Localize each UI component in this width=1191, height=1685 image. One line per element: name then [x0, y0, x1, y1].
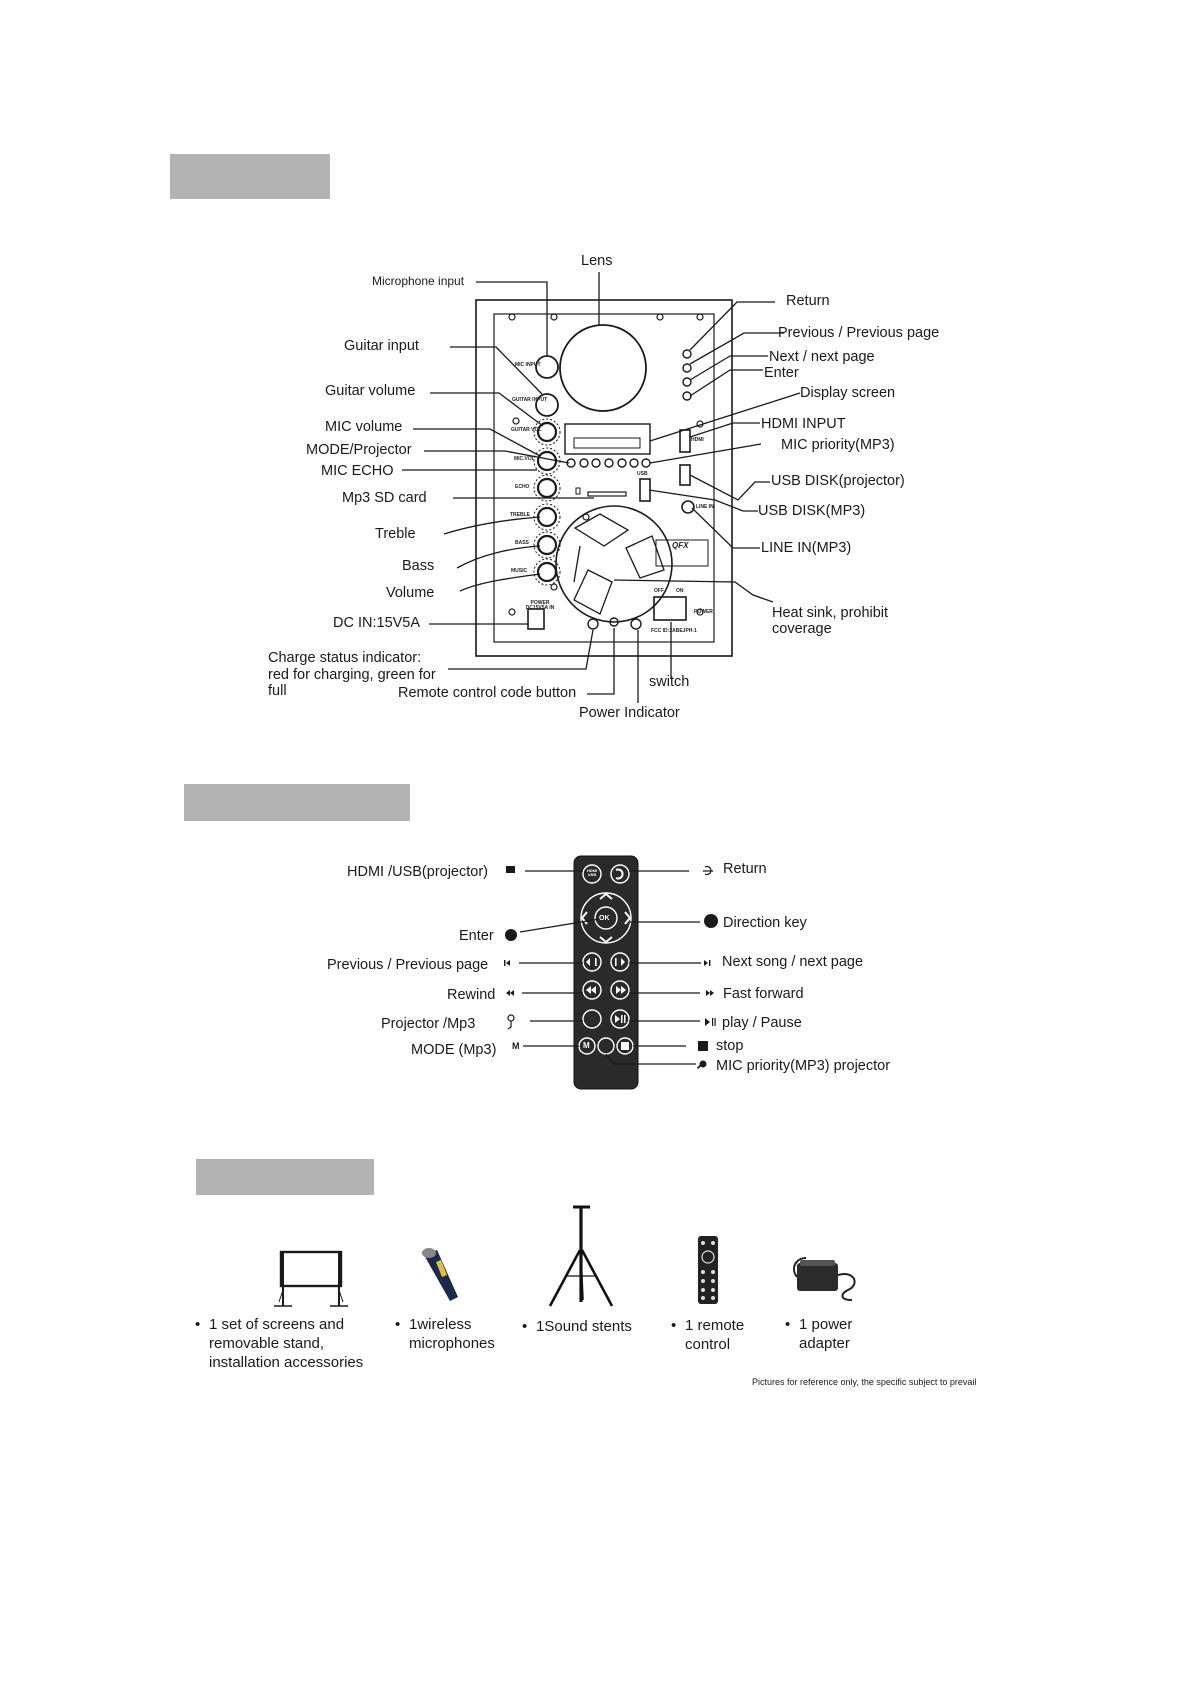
label-switch: switch	[649, 674, 690, 690]
caption-line: removable stand,	[209, 1335, 325, 1352]
label-mode-projector: MODE/Projector	[306, 442, 412, 458]
label-mp3-sd-card: Mp3 SD card	[342, 490, 427, 506]
accessory-caption-stand	[522, 1317, 632, 1336]
panel-off-mark: OFF	[654, 588, 664, 594]
accessory-caption-screen	[195, 1315, 364, 1372]
label-usb-disk-projector: USB DISK(projector)	[771, 473, 905, 489]
accessory-caption-adapter	[785, 1315, 853, 1353]
panel-bass-mark: BASS	[515, 540, 529, 546]
bullet-2: •	[395, 1316, 401, 1333]
label-heat-sink-1: Heat sink, prohibit	[772, 605, 889, 621]
caption-line: microphones	[409, 1335, 495, 1352]
panel-fcc-mark: FCC ID:2ABEJPH-1	[651, 628, 697, 634]
panel-brand-mark: QFX	[672, 541, 689, 550]
label-display-screen: Display screen	[800, 385, 896, 401]
label-return: Return	[786, 293, 830, 309]
caption-line: control	[685, 1336, 731, 1353]
accessory-caption-remote	[671, 1316, 745, 1354]
remote-label-next-song: Next song / next page	[722, 954, 864, 970]
remote-control-image	[698, 1236, 718, 1304]
label-power-indicator: Power Indicator	[579, 705, 680, 721]
remote-label-fast-forward: Fast forward	[723, 986, 804, 1002]
caption-line: 1 remote	[685, 1317, 745, 1334]
caption-line: 1 power	[799, 1316, 853, 1333]
wireless-microphone-image	[422, 1248, 458, 1301]
label-charge-status-1: Charge status indicator:	[268, 650, 422, 666]
label-mic-priority: MIC priority(MP3)	[781, 437, 895, 453]
remote-label-hdmi-usb: HDMI /USB(projector)	[347, 864, 488, 880]
panel-music-mark: MUSIC	[511, 568, 528, 574]
label-enter: Enter	[764, 365, 799, 381]
label-microphone-input: Microphone input	[372, 274, 465, 288]
label-mic-volume: MIC volume	[325, 419, 403, 435]
caption-line: 1 set of screens and	[209, 1316, 345, 1333]
label-previous-page: Previous / Previous page	[778, 325, 940, 341]
remote-mode-glyph: M	[583, 1041, 590, 1050]
remote-label-rewind: Rewind	[447, 987, 496, 1003]
panel-treble-mark: TREBLE	[510, 512, 530, 518]
label-charge-status-2: red for charging, green for	[268, 667, 436, 683]
remote-label-stop: stop	[716, 1038, 744, 1054]
bullet-1: •	[195, 1316, 201, 1333]
remote-label-enter: Enter	[459, 928, 494, 944]
label-next-page: Next / next page	[769, 349, 875, 365]
panel-line-in-mark: LINE IN	[696, 504, 714, 510]
panel-mic-input-mark: MIC INPUT	[515, 362, 541, 368]
caption-line: 1Sound stents	[536, 1318, 632, 1335]
panel-echo-mark: ECHO	[515, 484, 530, 490]
screen-stand-image	[274, 1252, 348, 1306]
label-mic-echo: MIC ECHO	[321, 463, 394, 479]
remote-label-mode-mp3: MODE (Mp3)	[411, 1042, 497, 1058]
label-lens: Lens	[581, 253, 613, 269]
remote-label-projector-mp3: Projector /Mp3	[381, 1016, 476, 1032]
bullet-4: •	[671, 1317, 677, 1334]
power-adapter-image	[794, 1258, 855, 1300]
label-dc-in: DC IN:15V5A	[333, 615, 421, 631]
label-heat-sink-2: coverage	[772, 621, 832, 637]
caption-line: installation accessories	[209, 1354, 364, 1371]
bullet-5: •	[785, 1316, 791, 1333]
label-guitar-input: Guitar input	[344, 338, 419, 354]
remote-hdmi-usb-glyph: HDMI USB	[586, 868, 598, 877]
caption-line: 1wireless	[409, 1316, 472, 1333]
label-guitar-volume: Guitar volume	[325, 383, 416, 399]
tripod-stand-image	[550, 1207, 612, 1306]
panel-on-mark: ON	[676, 588, 684, 594]
panel-hdmi-mark: HDMI	[691, 437, 704, 443]
label-charge-status-3: full	[268, 683, 287, 699]
reference-note: Pictures for reference only, the specific subject to prevail	[752, 1377, 977, 1387]
remote-label-mic-priority: MIC priority(MP3) projector	[716, 1058, 891, 1074]
panel-guitar-vol-mark: GUITAR VOL	[511, 427, 542, 433]
panel-usb-mark: USB	[637, 471, 648, 477]
remote-ok-glyph: OK	[599, 915, 610, 922]
remote-label-direction-key: Direction key	[723, 915, 807, 931]
panel-power-mark: POWER	[694, 609, 713, 615]
label-remote-code-button: Remote control code button	[398, 685, 577, 701]
panel-power-dc-mark: POWER DC15V5A IN	[525, 600, 555, 611]
bullet-3: •	[522, 1318, 528, 1335]
caption-line: adapter	[799, 1335, 850, 1352]
label-treble: Treble	[375, 526, 416, 542]
label-bass: Bass	[402, 558, 435, 574]
remote-label-previous-page: Previous / Previous page	[327, 957, 489, 973]
label-usb-disk-mp3: USB DISK(MP3)	[758, 503, 866, 519]
accessory-caption-microphones	[395, 1315, 495, 1353]
remote-label-return: Return	[723, 861, 767, 877]
label-volume: Volume	[386, 585, 435, 601]
remote-mode-m-icon: M	[512, 1041, 520, 1051]
remote-label-play-pause: play / Pause	[722, 1015, 802, 1031]
label-hdmi-input: HDMI INPUT	[761, 416, 846, 432]
panel-guitar-input-mark: GUITAR INPUT	[512, 397, 548, 403]
panel-mic-vol-mark: MIC.VOL	[514, 456, 535, 462]
label-line-in-mp3: LINE IN(MP3)	[761, 540, 852, 556]
